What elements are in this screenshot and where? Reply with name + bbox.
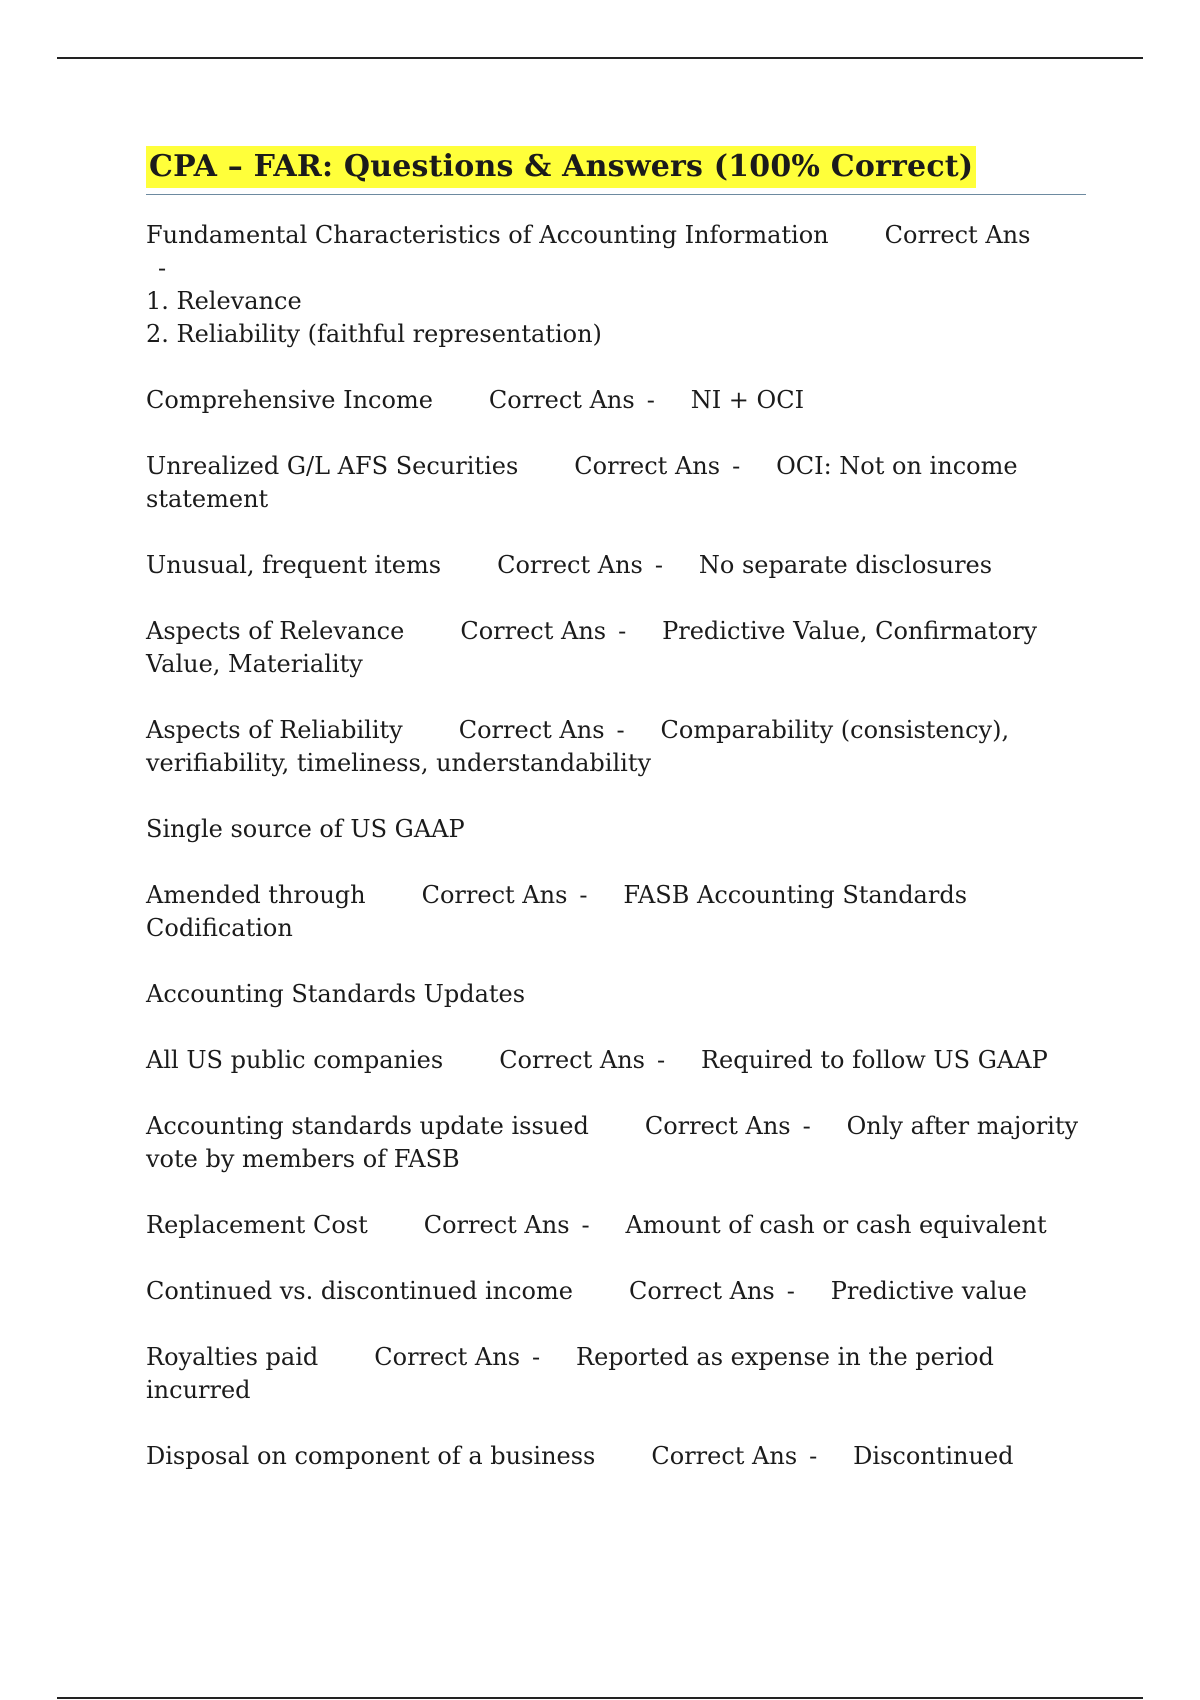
footer-rule: [57, 1697, 1143, 1699]
correct-ans-label: Correct Ans: [574, 452, 721, 480]
correct-ans-label: Correct Ans: [497, 551, 643, 579]
qa-item: [146, 1110, 1086, 1176]
question-text: Fundamental Characteristics of Accounting Information: [146, 221, 829, 249]
question-text: Disposal on component of a business: [146, 1442, 596, 1470]
question-text: Accounting Standards Updates: [146, 980, 526, 1008]
dash: -: [532, 1343, 541, 1371]
dash: -: [646, 386, 655, 414]
answer-text: Discontinued: [853, 1442, 1014, 1470]
dash: -: [654, 551, 663, 579]
answer-line: 1. Relevance: [146, 287, 302, 315]
correct-ans-label: Correct Ans: [421, 881, 568, 909]
qa-item: [146, 1341, 1086, 1407]
question-text: Unrealized G/L AFS Securities: [146, 452, 519, 480]
correct-ans-label: Correct Ans: [628, 1277, 775, 1305]
dash: -: [618, 617, 627, 645]
correct-ans-label: Correct Ans: [423, 1211, 570, 1239]
qa-item: [146, 1209, 1086, 1242]
qa-item: [146, 714, 1086, 780]
qa-item: [146, 1044, 1086, 1077]
dash: -: [786, 1277, 795, 1305]
correct-ans-label: Correct Ans: [458, 716, 605, 744]
dash: -: [579, 881, 588, 909]
answer-text: Predictive value: [830, 1277, 1027, 1305]
question-text: Amended through: [146, 881, 366, 909]
question-text: Royalties paid: [146, 1343, 319, 1371]
dash: -: [809, 1442, 818, 1470]
answer-text: Comparability (consistency), verifiability, timeliness, understandability: [146, 716, 1010, 777]
correct-ans-label: Correct Ans: [374, 1343, 521, 1371]
qa-item: [146, 813, 1086, 846]
answer-text: Amount of cash or cash equivalent: [625, 1211, 1047, 1239]
header-rule: [57, 57, 1143, 59]
title-block: [146, 146, 1086, 195]
question-text: Unusual, frequent items: [146, 551, 442, 579]
question-text: Single source of US GAAP: [146, 815, 465, 843]
correct-ans-label: Correct Ans: [460, 617, 607, 645]
question-text: Aspects of Reliability: [146, 716, 403, 744]
question-text: Comprehensive Income: [146, 386, 433, 414]
dash: -: [732, 452, 741, 480]
answer-text: No separate disclosures: [698, 551, 993, 579]
question-text: All US public companies: [146, 1046, 444, 1074]
qa-item: [146, 1440, 1086, 1473]
answer-text: Reported as expense in the period incurred: [146, 1343, 994, 1404]
qa-item: [146, 978, 1086, 1011]
dash: -: [158, 254, 167, 282]
qa-item: [146, 450, 1086, 516]
dash: -: [656, 1046, 666, 1074]
qa-item: [146, 219, 1086, 351]
answer-text: FASB Accounting Standards Codification: [146, 881, 968, 942]
qa-item: [146, 879, 1086, 945]
answer-text: NI + OCI: [690, 386, 805, 414]
answer-text: Predictive Value, Confirmatory Value, Materiality: [146, 617, 1038, 678]
qa-item: [146, 615, 1086, 681]
answer-text: Required to follow US GAAP: [700, 1046, 1048, 1074]
correct-ans-label: Correct Ans: [651, 1442, 798, 1470]
answer-text: OCI: Not on income statement: [146, 452, 1018, 513]
dash: -: [616, 716, 625, 744]
question-text: Replacement Cost: [146, 1211, 368, 1239]
qa-item: [146, 549, 1086, 582]
correct-ans-label: Correct Ans: [488, 386, 635, 414]
correct-ans-label: Correct Ans: [644, 1112, 791, 1140]
document-body: [146, 146, 1086, 1506]
question-text: Accounting standards update issued: [146, 1112, 589, 1140]
question-text: Aspects of Relevance: [146, 617, 405, 645]
correct-ans-label: Correct Ans: [884, 221, 1031, 249]
answer-line: 2. Reliability (faithful representation): [146, 320, 602, 348]
qa-item: [146, 384, 1086, 417]
question-text: Continued vs. discontinued income: [146, 1277, 573, 1305]
qa-item: [146, 1275, 1086, 1308]
dash: -: [581, 1211, 590, 1239]
answer-text: Only after majority vote by members of FASB: [146, 1112, 1079, 1173]
dash: -: [802, 1112, 811, 1140]
correct-ans-label: Correct Ans: [499, 1046, 645, 1074]
page-title: CPA – FAR: Questions & Answers (100% Correct): [146, 146, 976, 188]
